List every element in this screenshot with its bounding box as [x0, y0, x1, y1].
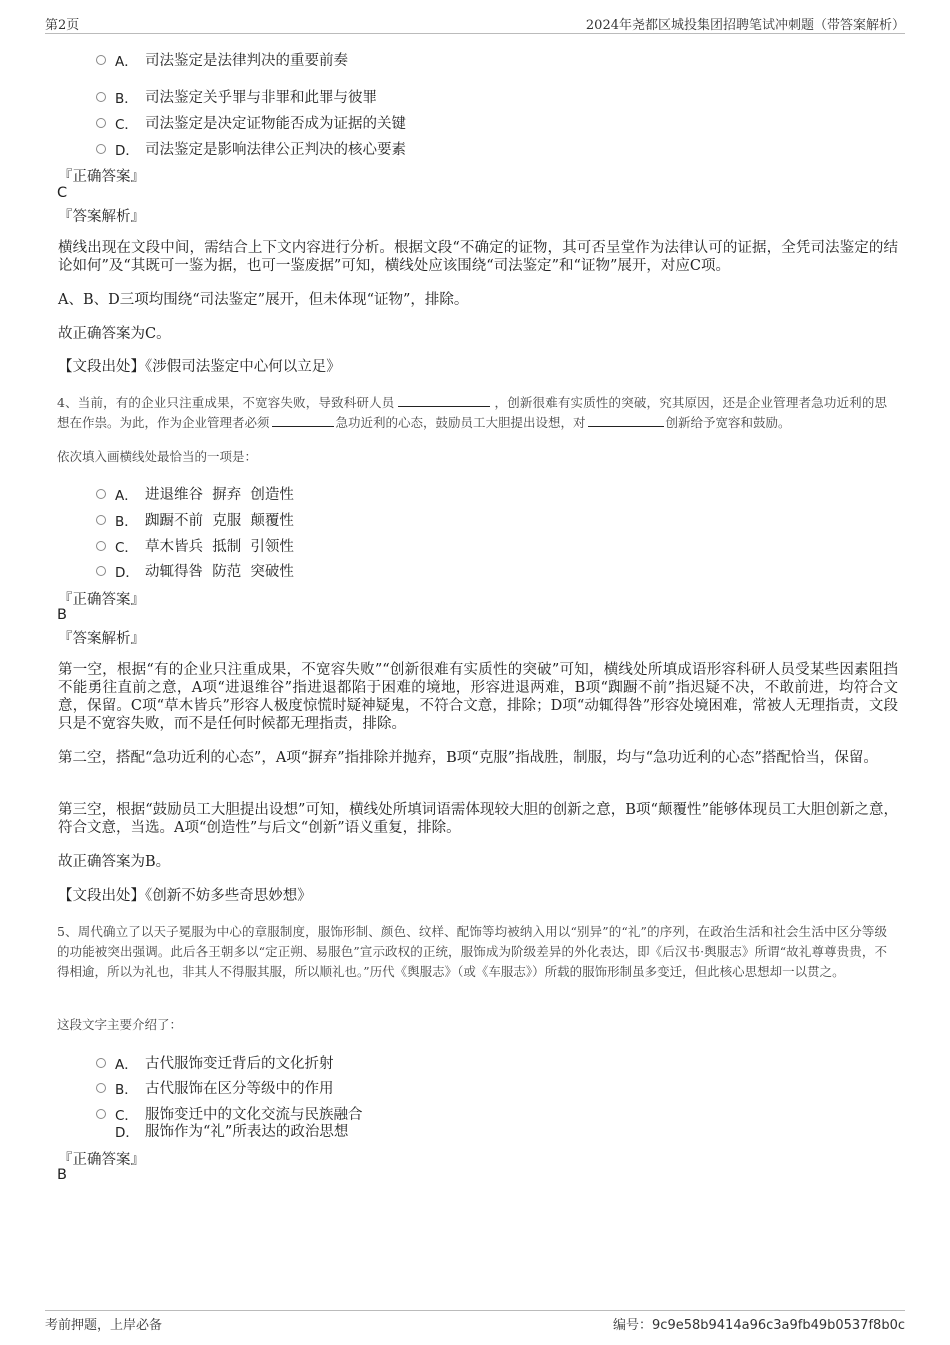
q4-answer: B: [57, 607, 67, 623]
q4-analysis-paragraph: 第三空，根据“鼓励员工大胆提出设想”可知，横线处所填词语需体现较大胆的创新之意，B项“颠覆性”能够体现员工大胆创新之意，符合文意，当选。A项“创造性”与后文“创新”语义重复，排除。: [58, 802, 898, 836]
q4-option-a[interactable]: A． 进退维谷 摒弃 创造性: [96, 483, 294, 504]
q5-option-a[interactable]: A． 古代服饰变迁背后的文化折射: [96, 1052, 334, 1073]
q3-answer: C: [57, 185, 68, 201]
q3-option-c[interactable]: C． 司法鉴定是决定证物能否成为证据的关键: [96, 112, 406, 133]
q3-analysis-label: 『答案解析』: [58, 209, 145, 225]
q4-prompt: 依次填入画横线处最恰当的一项是：: [57, 449, 258, 464]
q4-stem: 4、当前，有的企业只注重成果，不宽容失败，导致科研人员 ，创新很难有实质性的突破，究其原因，还是企业管理者急功近利的思想在作祟。为此，作为企业管理者必须 急功近利的心态，鼓励员工大胆提出设想，对 创新给予宽容和鼓励。: [57, 395, 887, 430]
q5-answer-label: 『正确答案』: [58, 1152, 145, 1168]
serial-code: 9c9e58b9414a96c3a9fb49b0537f8b0c: [652, 1318, 905, 1333]
q5-answer: B: [57, 1167, 67, 1183]
page-number: 第2页: [45, 18, 80, 33]
q5-prompt: 这段文字主要介绍了：: [57, 1017, 183, 1032]
radio-icon[interactable]: [96, 1109, 106, 1119]
radio-icon[interactable]: [96, 1058, 106, 1068]
q4-analysis-label: 『答案解析』: [58, 631, 145, 647]
radio-icon[interactable]: [96, 118, 106, 128]
q3-analysis-paragraph: 故正确答案为C。: [58, 326, 171, 342]
radio-icon[interactable]: [96, 541, 106, 551]
q3-analysis-paragraph: 横线出现在文段中间，需结合上下文内容进行分析。根据文段“不确定的证物，其可否呈堂作为法律认可的证据，全凭司法鉴定的结论如何”及“其既可一鉴为据，也可一鉴废据”可知，横线处应该围绕“司法鉴定”和“证物”展开，对应C项。: [58, 240, 898, 274]
blank-line[interactable]: [398, 394, 490, 407]
serial-label: 编号：: [613, 1318, 653, 1333]
q3-option-b[interactable]: B． 司法鉴定关乎罪与非罪和此罪与彼罪: [96, 86, 377, 107]
q4-option-c[interactable]: C． 草木皆兵 抵制 引领性: [96, 535, 294, 556]
q4-analysis-paragraph: 第二空，搭配“急功近利的心态”，A项“摒弃”指排除并抛弃，B项“克服”指战胜，制服，均与“急功近利的心态”搭配恰当，保留。: [58, 750, 878, 766]
q5-option-d[interactable]: D． 服饰作为“礼”所表达的政治思想: [115, 1124, 349, 1141]
q5-option-b[interactable]: B． 古代服饰在区分等级中的作用: [96, 1077, 334, 1098]
blank-line[interactable]: [272, 414, 334, 427]
q3-source: 【文段出处】《涉假司法鉴定中心何以立足》: [58, 359, 341, 375]
footer-divider: [45, 1310, 905, 1311]
radio-icon[interactable]: [96, 1083, 106, 1093]
radio-icon[interactable]: [96, 144, 106, 154]
footer-slogan: 考前押题，上岸必备: [45, 1318, 163, 1333]
blank-line[interactable]: [588, 414, 664, 427]
radio-icon[interactable]: [96, 489, 106, 499]
header-divider: [45, 33, 905, 34]
radio-icon[interactable]: [96, 566, 106, 576]
q3-answer-label: 『正确答案』: [58, 169, 145, 185]
q5-stem: 5、周代确立了以天子冕服为中心的章服制度，服饰形制、颜色、纹样、配饰等均被纳入用以“别异”的“礼”的序列，在政治生活和社会生活中区分等级的功能被突出强调。此后各王朝多以“定正朔、易服色”宣示政权的正统，服饰成为阶级差异的外化表达，即《后汉书·舆服志》所谓“故礼尊尊贵贵，不得相逾，所以为礼也，非其人不得服其服，所以顺礼也。”历代《舆服志》（或《车服志》）所载的服饰形制虽多变迁，但此核心思想却一以贯之。: [57, 924, 887, 979]
q3-option-a[interactable]: A． 司法鉴定是法律判决的重要前奏: [96, 49, 348, 70]
q4-analysis-paragraph: 第一空，根据“有的企业只注重成果，不宽容失败”“创新很难有实质性的突破”可知，横线处所填成语形容科研人员受某些因素阻挡不能勇往直前之意，A项“进退维谷”指进退都陷于困难的境地，形容进退两难，B项“踟蹰不前”指迟疑不决，不敢前进，均符合文意，保留。C项“草木皆兵”形容人极度惊慌时疑神疑鬼，不符合文意，排除；D项“动辄得咎”形容处境困难，常被人无理指责，文段只是不宽容失败，而不是任何时候都无理指责，排除。: [58, 662, 898, 732]
footer-serial: [613, 1314, 905, 1333]
radio-icon[interactable]: [96, 55, 106, 65]
radio-icon[interactable]: [96, 92, 106, 102]
q3-analysis-paragraph: A、B、D三项均围绕“司法鉴定”展开，但未体现“证物”，排除。: [58, 292, 469, 308]
q4-answer-label: 『正确答案』: [58, 592, 145, 608]
document-title: 2024年尧都区城投集团招聘笔试冲刺题（带答案解析）: [585, 18, 905, 33]
q3-option-d[interactable]: D． 司法鉴定是影响法律公正判决的核心要素: [96, 138, 406, 159]
radio-icon[interactable]: [96, 515, 106, 525]
q5-option-c[interactable]: C． 服饰变迁中的文化交流与民族融合: [96, 1103, 363, 1124]
q4-option-b[interactable]: B． 踟蹰不前 克服 颠覆性: [96, 509, 294, 530]
q4-source: 【文段出处】《创新不妨多些奇思妙想》: [58, 888, 312, 904]
q4-option-d[interactable]: D． 动辄得咎 防范 突破性: [96, 560, 294, 581]
q4-analysis-paragraph: 故正确答案为B。: [58, 854, 171, 870]
